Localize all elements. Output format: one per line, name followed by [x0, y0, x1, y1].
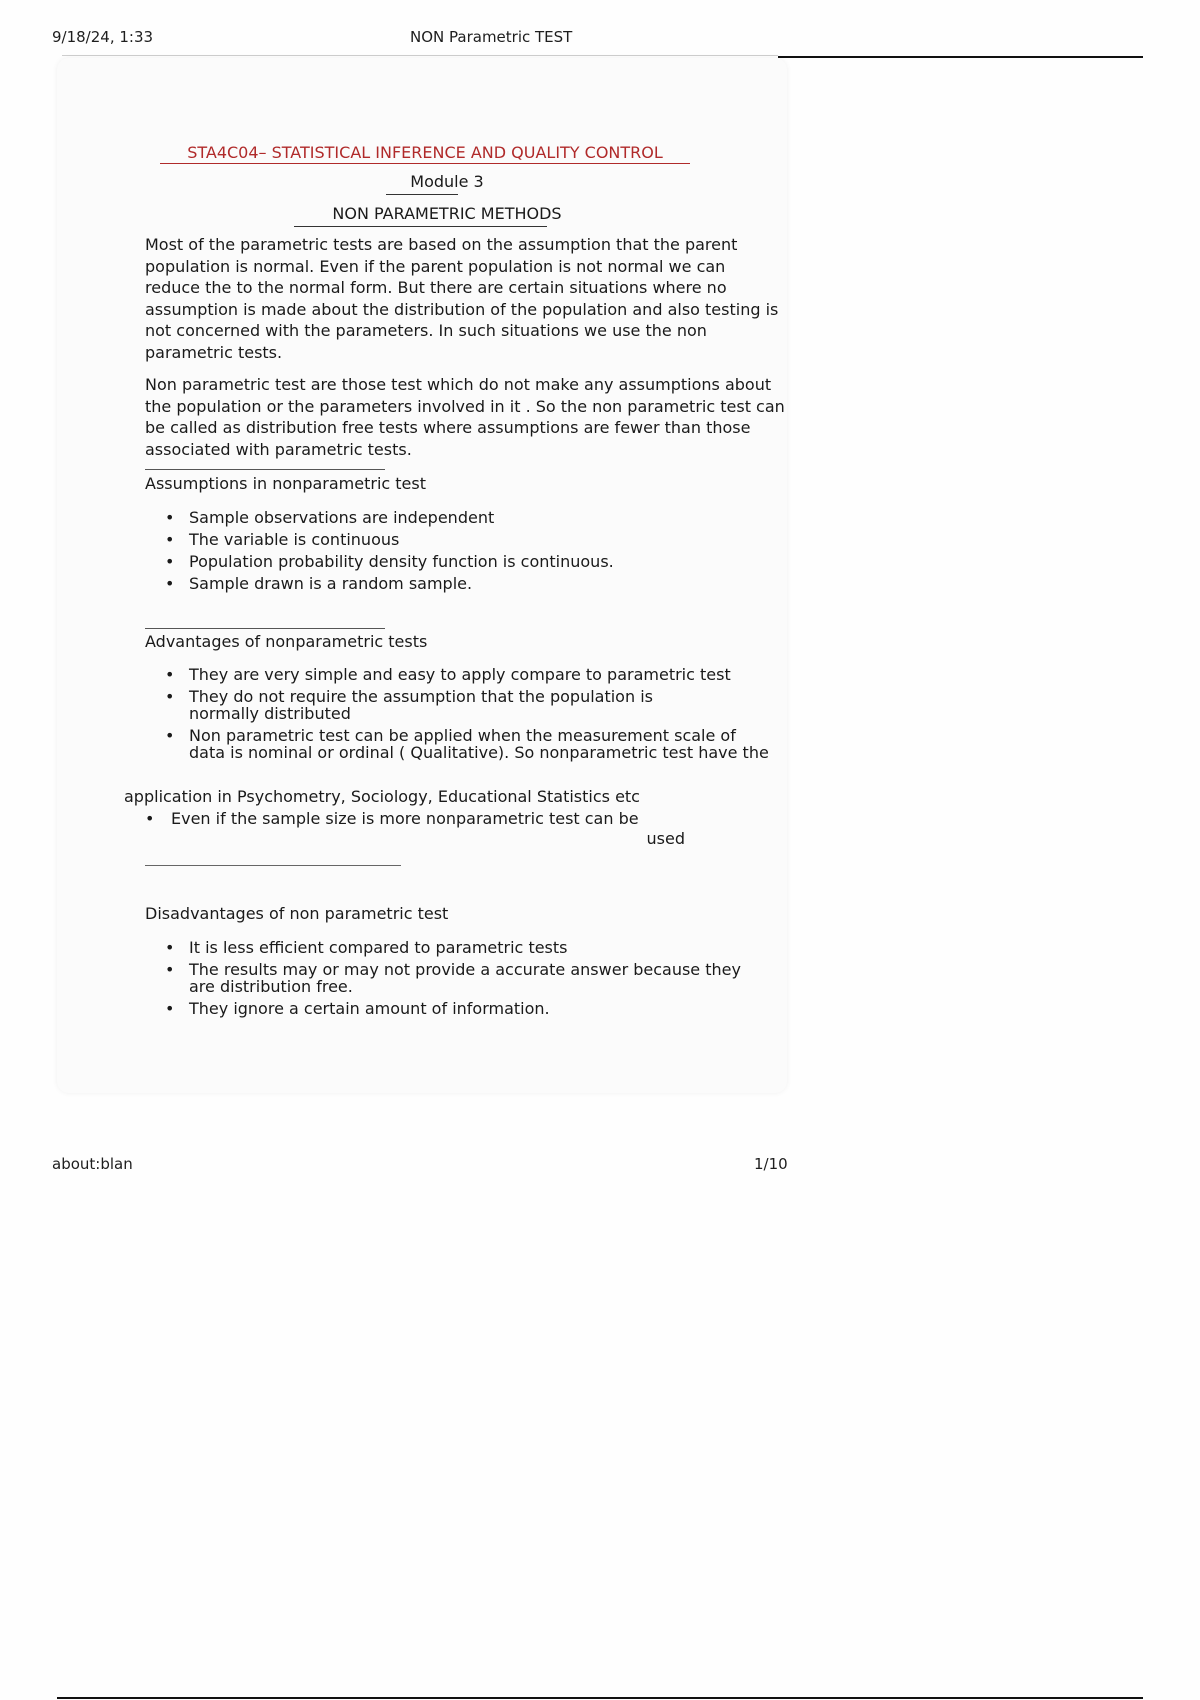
intro-paragraph: Most of the parametric tests are based on the assumption that the parent population is normal. Even if the parent population is not normal we can reduce the to the normal form. But there are certain situations where no assumption is made about the distribution of the population and also testing is not concerned with the parameters. In such situations we use the non parametric tests. — [145, 235, 779, 362]
bullet-icon: • — [165, 938, 175, 957]
print-page-title: NON Parametric TEST — [410, 28, 573, 46]
advantages-continuation: application in Psychometry, Sociology, Educational Statistics etc — [124, 787, 640, 806]
list-item: • Sample observations are independent — [165, 508, 495, 527]
module-title: Module 3 — [410, 172, 484, 191]
bullet-icon: • — [165, 665, 175, 684]
advantages-heading: Advantages of nonparametric tests — [145, 632, 428, 651]
list-item: • Sample drawn is a random sample. — [165, 574, 473, 593]
bullet-icon: • — [145, 809, 155, 828]
list-item: • They do not require the assumption that the population is normally distributed — [165, 687, 653, 723]
header-rule — [778, 56, 1143, 58]
print-url: about:blan — [52, 1155, 133, 1173]
bullet-icon: • — [165, 726, 175, 745]
list-item: • It is less efficient compared to parametric tests — [165, 938, 568, 957]
definition-paragraph: Non parametric test are those test which do not make any assumptions about the population or the parameters involved in it . So the non parametric test can be called as distribution free tests where assumptions are fewer than those associated with parametric tests. — [145, 375, 785, 459]
bullet-icon: • — [165, 530, 175, 549]
list-item: • Population probability density function is continuous. — [165, 552, 614, 571]
advantages-rule — [145, 628, 385, 629]
document-page — [57, 58, 787, 1093]
assumptions-rule — [145, 469, 385, 470]
disadvantages-list — [145, 939, 785, 1022]
bullet-icon: • — [165, 960, 175, 979]
bullet-icon: • — [165, 687, 175, 706]
advantages-list — [145, 666, 785, 766]
footer-rule — [57, 1697, 1143, 1699]
list-item: • The results may or may not provide a accurate answer because they are distribution free. — [165, 960, 741, 996]
section-underline — [294, 226, 547, 227]
bullet-icon: • — [165, 552, 175, 571]
disadvantages-heading: Disadvantages of non parametric test — [145, 904, 449, 923]
page-number: 1/10 — [754, 1155, 788, 1173]
bullet-icon: • — [165, 999, 175, 1018]
frame-top-edge — [62, 55, 778, 56]
bullet-icon: • — [165, 574, 175, 593]
document-content — [57, 58, 787, 1093]
advantages-extra-item: • Even if the sample size is more nonparametric test can be used — [145, 809, 685, 848]
list-item: • They are very simple and easy to apply compare to parametric test — [165, 665, 731, 684]
assumptions-list — [145, 508, 765, 596]
print-datetime: 9/18/24, 1:33 — [52, 28, 154, 46]
assumptions-heading: Assumptions in nonparametric test — [145, 474, 426, 493]
course-title: STA4C04– STATISTICAL INFERENCE AND QUALITY CONTROL — [160, 143, 690, 164]
module-underline — [386, 194, 458, 195]
list-item: • The variable is continuous — [165, 530, 400, 549]
list-item: • They ignore a certain amount of information. — [165, 999, 550, 1018]
list-item: • Non parametric test can be applied when the measurement scale of data is nominal or ordinal ( Qualitative). So nonparametric test have the — [165, 726, 769, 762]
bullet-icon: • — [165, 508, 175, 527]
section-title: NON PARAMETRIC METHODS — [332, 204, 562, 223]
section-separator — [145, 865, 401, 866]
